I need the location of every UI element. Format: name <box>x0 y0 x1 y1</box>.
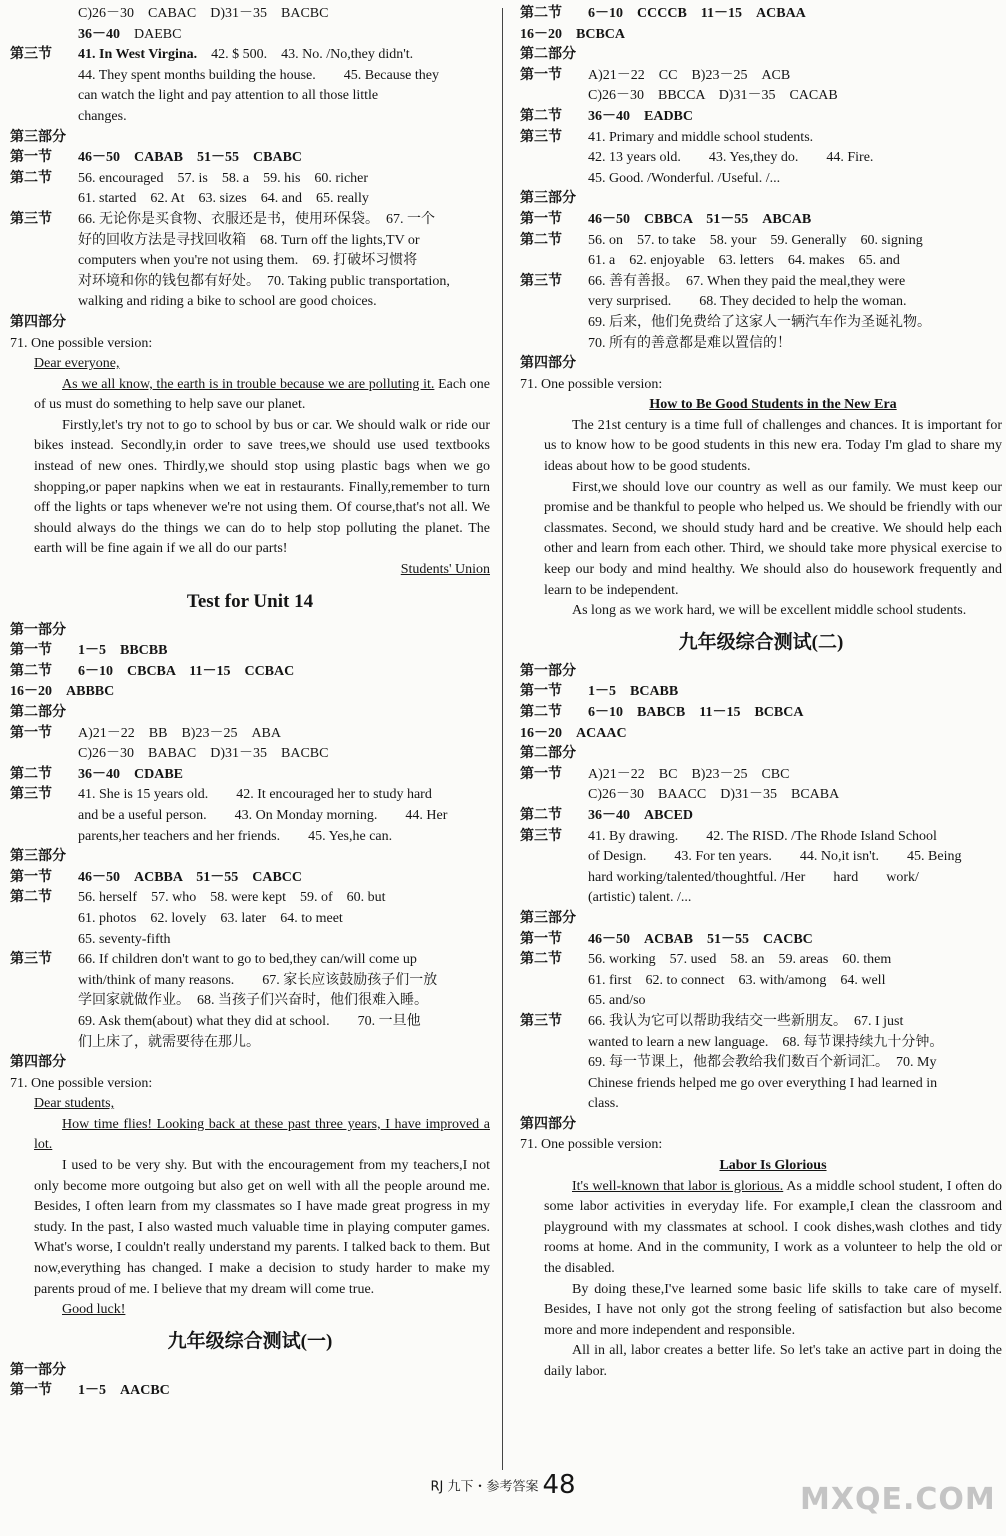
essay-paragraph: Firstly,let's try not to go to school by bus or car. We should walk or ride our bikes instead. Secondly,in order to save trees,we should use used textbooks instead of new ones. Thirdly,we should stop using plastic bags when we go shopping,or paper napkins when we eat in restaurants. Finally,remember to turn off the lights or taps whenever we're not using them. Of course,that's not all. We should always do the things we can do to help stop polluting the planet. The earth will be fine again if we all do our parts! <box>34 417 490 557</box>
answer-line: 第二节 56. working 57. used 58. an 59. areas 60. them <box>520 952 892 968</box>
answer-line: can watch the light and pay attention to all those little <box>78 88 379 104</box>
answer-line: 第二节 6－10 CBCBA 11－15 CCBAC <box>10 663 295 679</box>
answer-line: very surprised. 68. They decided to help the woman. <box>588 294 907 310</box>
answer-line: 第二节 36－40 CDABE <box>10 766 184 782</box>
essay <box>10 1094 490 1321</box>
essay-title: Labor Is Glorious <box>719 1158 827 1174</box>
essay-greeting: Dear everyone, <box>34 356 120 372</box>
section-title: Test for Unit 14 <box>186 590 314 612</box>
answer-line: 16－20 ABBBC <box>10 684 115 700</box>
answer-line: 第三节 66. 善有善报。 67. When they paid the meal,they were <box>520 273 906 289</box>
part-heading: 第三部分 <box>10 129 66 145</box>
answer-line: 第二节 6－10 CCCCB 11－15 ACBAA <box>520 6 806 21</box>
essay-intro: 71. One possible version: <box>520 1137 663 1153</box>
page-number: 48 <box>542 1470 576 1500</box>
part-heading: 第二部分 <box>10 705 66 720</box>
essay-greeting: Dear students, <box>34 1096 115 1112</box>
answer-line: Chinese friends helped me go over everything I had learned in <box>588 1075 938 1091</box>
answer-line: parents,her teachers and her friends. 45. Yes,he can. <box>78 828 393 844</box>
footer-label: RJ 九下・参考答案 <box>430 1479 539 1495</box>
essay-intro: 71. One possible version: <box>10 1075 153 1091</box>
answer-line: 第一节 46－50 CBBCA 51－55 ABCAB <box>520 211 812 227</box>
part-heading: 第三部分 <box>520 191 576 207</box>
answer-line: 第三节 41. Primary and middle school students. <box>520 129 814 145</box>
answer-line: computers when you're not using them. 69. 打破坏习惯将 <box>78 253 418 269</box>
essay-signature: Students' Union <box>400 562 490 578</box>
answer-line: 第三节 41. By drawing. 42. The RISD. /The Rhode Island School <box>520 828 937 844</box>
answer-line: (artistic) talent. /... <box>588 890 692 906</box>
answer-line: 69. Ask them(about) what they did at school. 70. 一旦他 <box>78 1013 421 1029</box>
answer-line: 第二节 56. herself 57. who 58. were kept 59. of 60. but <box>10 890 386 906</box>
answer-line: 16－20 BCBCA <box>520 26 626 42</box>
answer-line: 61. first 62. to connect 63. with/among 64. well <box>588 972 886 988</box>
answer-line: C)26－30 BABAC D)31－35 BACBC <box>78 746 329 762</box>
part-heading: 第四部分 <box>10 314 66 330</box>
answer-line: 第三节 66. 无论你是买食物、衣服还是书，使用环保袋。 67. 一个 <box>10 211 435 227</box>
part-heading: 第三部分 <box>10 849 66 865</box>
answer-line: 69. 后来，他们免费给了这家人一辆汽车作为圣诞礼物。 <box>588 314 931 330</box>
left-column <box>10 4 490 1402</box>
answer-line: 第一节 1－5 BCABB <box>520 684 679 700</box>
essay <box>520 1156 1002 1383</box>
answer-line: 第二节 36－40 ABCED <box>520 807 694 823</box>
answer-line: 学回家就做作业。 68. 当孩子们兴奋时，他们很难入睡。 <box>78 993 428 1009</box>
answer-line: 第一节 A)21－22 BB B)23－25 ABA <box>10 725 282 741</box>
part-heading: 第一部分 <box>520 663 576 679</box>
answer-line: 第二节 56. on 57. to take 58. your 59. Generally 60. signing <box>520 232 923 248</box>
essay-paragraph: First,we should love our country as well as our family. We must keep our promise and be thankful to people who helped us. We should be friendly with our classmates. Second, we should study hard and be creative. We should help each other and learn from each other. Third, we should take more physical exercise to keep our body and mind healthy. We should also do housework frequently and learn to be independent. <box>544 479 1002 598</box>
answer-line: 第一节 46－50 ACBBA 51－55 CABCC <box>10 869 303 885</box>
answer-line: with/think of many reasons. 67. 家长应该鼓励孩子们一放 <box>78 972 438 988</box>
part-heading: 第一部分 <box>10 1362 66 1378</box>
essay <box>10 354 490 581</box>
answer-line: 44. They spent months building the house. 45. Because they <box>78 67 439 83</box>
answer-line: C)26－30 BAACC D)31－35 BCABA <box>588 787 840 803</box>
answer-line: 16－20 ACAAC <box>520 725 627 741</box>
essay-paragraph: As long as we work hard, we will be excellent middle school students. <box>572 603 967 619</box>
answer-line: 第三节 41. In West Virgina. 42. $ 500. 43. No. /No,they didn't. <box>10 47 414 63</box>
essay-paragraph: As we all know, the earth is in trouble because we are polluting it. Each one of us must do something to help save our planet. <box>34 376 490 413</box>
essay-closing: Good luck! <box>62 1302 126 1318</box>
answer-line: 61. photos 62. lovely 63. later 64. to meet <box>78 910 343 926</box>
answer-line: 好的回收方法是寻找回收箱 68. Turn off the lights,TV or <box>78 232 420 248</box>
essay-intro: 71. One possible version: <box>520 376 663 392</box>
part-heading: 第三部分 <box>520 910 576 926</box>
answer-line: 第二节 56. encouraged 57. is 58. a 59. his 60. richer <box>10 170 369 186</box>
answer-line: 第二节 36－40 EADBC <box>520 108 694 124</box>
answer-line: 61. a 62. enjoyable 63. letters 64. makes 65. and <box>588 253 900 269</box>
answer-line: 们上床了，就需要待在那儿。 <box>78 1034 260 1050</box>
essay-paragraph: I used to be very shy. But with the encouragement from my teachers,I not only become more outgoing but also get on well with all the people around me. Besides, I often learn from my classmates so I have made great progress in my study. In the past, I also wasted much valuable time in playing computer games. What's worse, I couldn't really understand my parents. I talked back to them. But now,everything has changed. I make a decision to study harder to make my parents proud of me. I believe that my dream will come true. <box>34 1158 490 1297</box>
essay-paragraph: It's well-known that labor is glorious. As a middle school student, I often do some labor activities in everyday life. For example,I clean the classroom and playground with my classmates at school. I cook dishes,wash clothes and tidy rooms at home. And in the community, I work as a volunteer to help the old or the disabled. <box>544 1178 1002 1277</box>
answer-line: 第二节 6－10 BABCB 11－15 BCBCA <box>520 705 804 720</box>
answer-line: 45. Good. /Wonderful. /Useful. /... <box>588 170 781 186</box>
answer-line: wanted to learn a new language. 68. 每节课持续九十分钟。 <box>588 1034 944 1050</box>
answer-line: 69. 每一节课上，他都会教给我们数百个新词汇。 70. My <box>588 1055 937 1071</box>
answer-line: class. <box>588 1096 619 1112</box>
essay <box>520 395 1002 622</box>
answer-line: 42. 13 years old. 43. Yes,they do. 44. Fire. <box>588 150 874 166</box>
answer-line: changes. <box>78 108 127 124</box>
essay-intro: 71. One possible version: <box>10 335 153 351</box>
answer-line: and be a useful person. 43. On Monday morning. 44. Her <box>78 807 448 823</box>
part-heading: 第二部分 <box>520 746 576 762</box>
section-title: 九年级综合测试(二) <box>678 631 844 653</box>
answer-line: 对环境和你的钱包都有好处。 70. Taking public transportation, <box>78 273 450 289</box>
answer-line: of Design. 43. For ten years. 44. No,it isn't. 45. Being <box>588 849 962 865</box>
watermark: MXQE.COM <box>800 1482 996 1517</box>
part-heading: 第二部分 <box>520 47 576 63</box>
answer-line: 70. 所有的善意都是难以置信的！ <box>588 335 791 351</box>
section-title: 九年级综合测试(一) <box>167 1330 333 1352</box>
answer-line: 65. and/so <box>588 993 646 1009</box>
right-column <box>520 4 1002 1383</box>
answer-line: 65. seventy-fifth <box>78 931 171 947</box>
essay-paragraph: The 21st century is a time full of challenges and chances. It is important for us to know how to be good students in this new era. Today I'm glad to share my ideas about how to be good students. <box>544 417 1002 475</box>
answer-line: 第一节 46－50 ACBAB 51－55 CACBC <box>520 931 813 947</box>
part-heading: 第一部分 <box>10 622 66 638</box>
part-heading: 第四部分 <box>10 1055 66 1071</box>
essay-paragraph: All in all, labor creates a better life. So let's take an active part in doing the daily labor. <box>544 1343 1002 1379</box>
answer-line: 第三节 66. If children don't want to go to bed,they can/will come up <box>10 952 417 968</box>
essay-paragraph: By doing these,I've learned some basic life skills to take care of myself. Besides, I have not only got the strong feeling of satisfaction but also become more and more independent and responsible. <box>544 1281 1002 1338</box>
part-heading: 第四部分 <box>520 356 576 372</box>
answer-line: 第三节 41. She is 15 years old. 42. It encouraged her to study hard <box>10 787 432 803</box>
answer-line: 36－40 DAEBC <box>78 26 182 42</box>
answer-line: 第一节 A)21－22 BC B)23－25 CBC <box>520 766 790 782</box>
answer-line: 第一节 1－5 BBCBB <box>10 643 168 659</box>
answer-line: hard working/talented/thoughtful. /Her hard work/ <box>588 869 919 885</box>
answer-line: 第一节 1－5 AACBC <box>10 1383 170 1399</box>
column-divider <box>502 8 503 1470</box>
answer-line: 第一节 46－50 CABAB 51－55 CBABC <box>10 150 303 166</box>
answer-line: 第一节 A)21－22 CC B)23－25 ACB <box>520 67 791 83</box>
answer-line: C)26－30 CABAC D)31－35 BACBC <box>78 6 329 21</box>
answer-line: 61. started 62. At 63. sizes 64. and 65. really <box>78 191 369 207</box>
answer-line: 第三节 66. 我认为它可以帮助我结交一些新朋友。 67. I just <box>520 1013 904 1029</box>
answer-line: C)26－30 BBCCA D)31－35 CACAB <box>588 88 838 104</box>
essay-paragraph: How time flies! Looking back at these past three years, I have improved a lot. <box>34 1116 490 1153</box>
answer-line: walking and riding a bike to school are good choices. <box>78 294 377 310</box>
part-heading: 第四部分 <box>520 1116 576 1132</box>
essay-title: How to Be Good Students in the New Era <box>649 397 897 413</box>
